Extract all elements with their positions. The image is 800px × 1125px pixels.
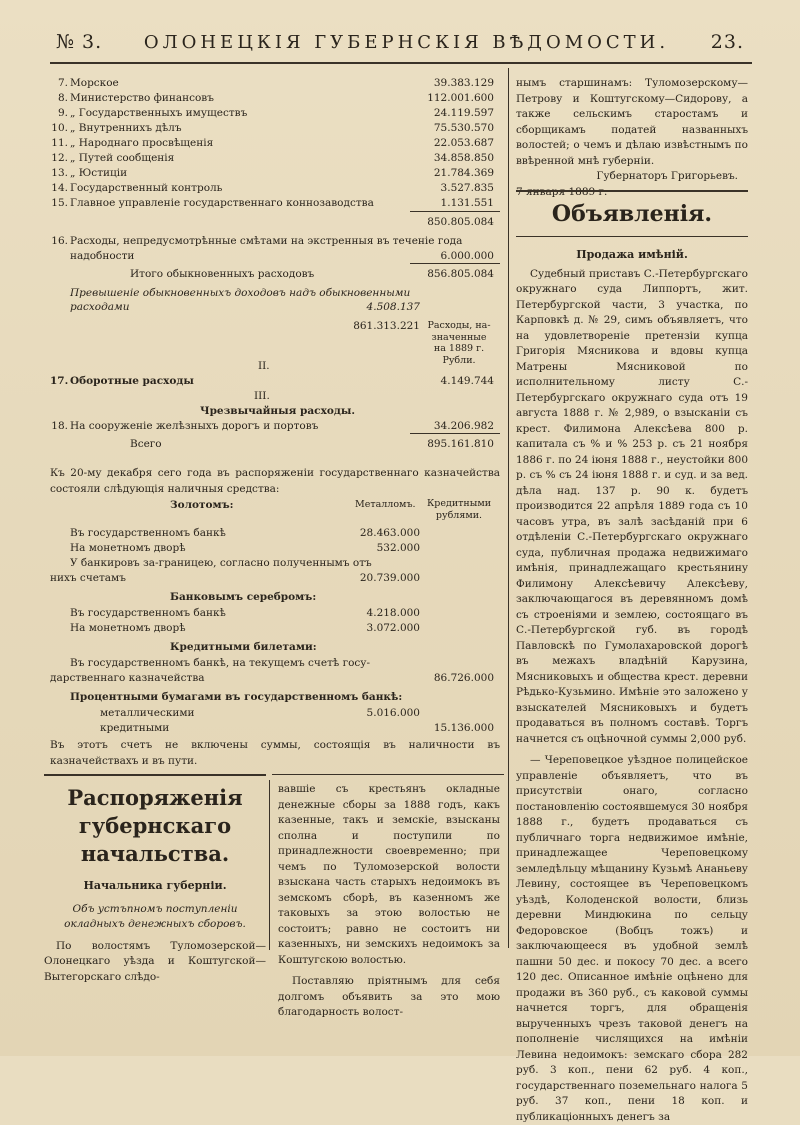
section-rule-thin [272, 774, 504, 775]
silver-row: Въ государственномъ банкѣ 4.218.000 [70, 607, 420, 619]
ledger-row: 15. Главное управленіе государственнаго коннозаводства 1.131.551 [51, 197, 494, 209]
column-head: Расходы, на- значенные на 1889 г. Рубли. [427, 320, 491, 366]
credit-row: Въ государственномъ банкѣ, на текущемъ счетѣ госу- [70, 657, 370, 669]
section-roman-2: II. [258, 360, 270, 372]
page-number: 23. [710, 31, 744, 53]
gold-title: Золотомъ: Металломъ. [170, 499, 416, 511]
inner-column-divider [269, 780, 270, 950]
ads-heading: Объявленія. [551, 201, 713, 227]
subtotal-row: 850.805.084 [427, 216, 494, 228]
credit-head: Кредитными рублями. [426, 498, 492, 521]
gov-subheading: Начальника губерніи. [83, 879, 227, 892]
ledger-row: 14. Государственный контроль 3.527.835 [51, 182, 494, 194]
excess-row-cont: расходами 4.508.137 [70, 301, 420, 313]
gov-orders-cont [278, 782, 500, 1021]
gov-orders [44, 784, 266, 985]
silver-row: На монетномъ дворѣ 3.072.000 [70, 622, 420, 634]
ads-subheading: Продажа имѣній. [576, 248, 688, 261]
ledger-row: 10. „ Внутреннихъ дѣлъ 75.530.570 [51, 122, 494, 134]
sum-rule [410, 211, 500, 212]
section3-row: 18. На сооруженіе желѣзныхъ дорогъ и портовъ 34.206.982 [51, 420, 494, 432]
ad-paragraph-1: Судебный приставъ С.-Петербургскаго окружнаго суда Липпортъ, жит. Петербургской части, 3 участка, по Карповкѣ д. № 29, симъ объявляетъ, что на удовлетвореніе претензіи купца Григорія Мясникова и вдовы купца Матрены Мясниковой по исполнительному листу С.-Петербургскаго окружнаго суда отъ 19 августа 1888 г. № 2,989, о взысканіи съ крест. Филимона Алексѣева 800 р. капитала съ % и % 253 р. съ 21 ноября 1886 г. по 24 іюня 1888 г., неустойки 800 р. съ % съ 24 іюня 1888 г. и суд. и за вед. дѣла над. 137 р. 90 к. будетъ производится 22 апрѣля 1889 года съ 10 часовъ утра, въ залѣ засѣданій при 6 отдѣленіи С.-Петербургскаго окружнаго суда, публичная продажа недвижимаго имѣнія, принадлежащаго крестьянину Филимону Алексѣевичу Алексѣеву, заключающагося въ деревянномъ домѣ съ строеніями и землею, состоящаго въ С.-Петербургской губ. въ городѣ Павловскѣ по Гумолахаровской дорогѣ въ межахъ владѣній Карузина, Мясниковыхъ и общества крест. деревни Рѣдько-Кузьмино. Имѣніе это заложено у взыскателей Мясниковыхъ и будетъ продаваться въ полномъ составѣ. Торгъ начнется съ оцѣночной суммы 2,000 руб. [516, 267, 748, 745]
page-header [56, 28, 744, 56]
ledger-row-16: 16. Расходы, непредусмотрѣнные смѣтами на экстренныя въ теченіе года [51, 235, 463, 247]
order-date [516, 185, 748, 201]
cash-intro: Къ 20-му декабря сего года въ распоряженіи государственнаго казначейства состояли слѣдующія наличныя средства: [50, 467, 500, 495]
budget-ledger [50, 76, 500, 456]
section-roman-3: III. [254, 390, 270, 402]
governor-signature: Губернаторъ Григорьевъ. [596, 170, 738, 182]
ledger-row: 7. Морское 39.383.129 [57, 77, 494, 89]
gold-row-cont: нихъ счетамъ 20.739.000 [50, 572, 420, 584]
footnote: Въ этотъ счетъ не включены суммы, состоящія въ наличности въ казначействахъ и въ пути. [50, 739, 500, 767]
column-divider [508, 68, 509, 948]
gov-paragraph-2: вавшіе съ крестьянъ окладные денежные сборы за 1888 годъ, какъ казенные, такъ и земскіе, взысканы сполна и поступили по принадлежности своевременно; при чемъ по Туломозерской волости взыскана часть старыхъ недоимокъ въ земскомъ сборѣ, въ казенномъ же таковыхъ за этою волостью не состоитъ; равно не состоитъ ни казенныхъ, ни земскихъ недоимокъ за Коштугскою волостью. [278, 783, 500, 966]
section-rule [44, 774, 266, 776]
ledger-row-16-cont: надобности 6.000.000 [70, 250, 494, 262]
gov-paragraph-3: Поставляю пріятнымъ для себя долгомъ объявить за это мою благодарность волост- [278, 975, 500, 1018]
section3-title: Чрезвычайныя расходы. [200, 405, 356, 417]
credit-row-cont: дарственнаго казначейства 86.726.000 [50, 672, 494, 684]
excess-row: Превышеніе обыкновенныхъ доходовъ надъ обыкновенными [70, 287, 411, 299]
credit-title: Кредитными билетами: [170, 641, 317, 653]
gov-italic-title: Объ устъпномъ поступленіи окладныхъ денежныхъ сборовъ. [64, 902, 246, 930]
grand-total-row: Всего 895.161.810 [130, 438, 494, 450]
ledger-row: 8. Министерство финансовъ 112.001.600 [57, 92, 494, 104]
ads-section [516, 200, 748, 1125]
sum-rule [410, 433, 500, 434]
section2-row: 17. Оборотные расходы 4.149.744 [50, 375, 494, 387]
ledger-row: 11. „ Народнаго просвѣщенія 22.053.687 [51, 137, 494, 149]
ledger-row: 9. „ Государственныхъ имуществъ 24.119.597 [57, 107, 494, 119]
ledger-row: 12. „ Путей сообщенія 34.858.850 [51, 152, 494, 164]
securities-row: металлическими 5.016.000 [100, 707, 420, 719]
header-rule [50, 62, 752, 64]
securities-title: Процентными бумагами въ государственномъ банкѣ: [70, 691, 403, 703]
gov-paragraph-1: По волостямъ Туломозерской—Олонецкаго уѣзда и Коштугской—Вытегорскаго слѣдо- [44, 939, 266, 983]
silver-title: Банковымъ серебромъ: [170, 591, 317, 603]
gov-heading-2: начальства. [80, 841, 230, 866]
securities-row: кредитными 15.136.000 [100, 722, 494, 734]
gold-row: На монетномъ дворѣ 532.000 [70, 542, 420, 554]
gov-paragraph-end: нымъ старшинамъ: Туломозерскому—Петрову и Коштугскому—Сидорову, а также сельскимъ старостамъ и сборщикамъ податей названныхъ волостей; о чемъ и дѣлаю извѣстнымъ по ввѣренной мнѣ губерніи. [516, 77, 748, 167]
gold-row: У банкировъ за-границею, согласно полученнымъ отъ [70, 557, 372, 569]
right-column-top [516, 76, 748, 200]
ads-rule [516, 236, 748, 237]
mid-total-row: 861.313.221 [353, 320, 420, 332]
issue-number: № 3. [56, 31, 103, 53]
ad-paragraph-2: — Череповецкое уѣздное полицейское управленіе объявляетъ, что въ присутствіи онаго, согласно постановленію состоявшемуся 30 ноября 1888 г., будетъ продаваться съ публичнаго торга недвижимое имѣніе, принадлежащее Череповецкому земледѣльцу мѣщанину Кузьмѣ Ананьеву Левину, состоящее въ Череповецкомъ уѣздѣ, Колоденской волости, близь деревни Миндюкина по сельцу Федоровское (Вобцъ тожъ) и заключающееся въ удобной землѣ пашни 50 дес. и покосу 70 дес. а всего 120 дес. Описанное имѣніе оцѣнено для продажи въ 360 руб., съ каковой суммы начнется торгъ, для обращенія вырученныхъ чрезъ таковой денегъ на пополненіе числящихся на имѣніи Левина недоимокъ: земскаго сбора 282 руб. 3 коп., пени 62 руб. 4 коп., государственнаго поземельнаго налога 5 руб. 37 коп., пени 18 коп. и публикаціонныхъ денегъ за [516, 754, 748, 1123]
cash-ledger [50, 498, 500, 748]
sum-rule [410, 263, 500, 264]
gold-row: Въ государственномъ банкѣ 28.463.000 [70, 527, 420, 539]
gov-heading-1: Распоряженія губернскаго [67, 785, 243, 838]
ads-rule-top [516, 190, 748, 192]
total-ordinary-row: Итого обыкновенныхъ расходовъ 856.805.084 [130, 268, 494, 280]
ledger-row: 13. „ Юстиціи 21.784.369 [51, 167, 494, 179]
newspaper-title: ОЛОНЕЦКІЯ ГУБЕРНСКІЯ ВѢДОМОСТИ. [143, 31, 670, 53]
